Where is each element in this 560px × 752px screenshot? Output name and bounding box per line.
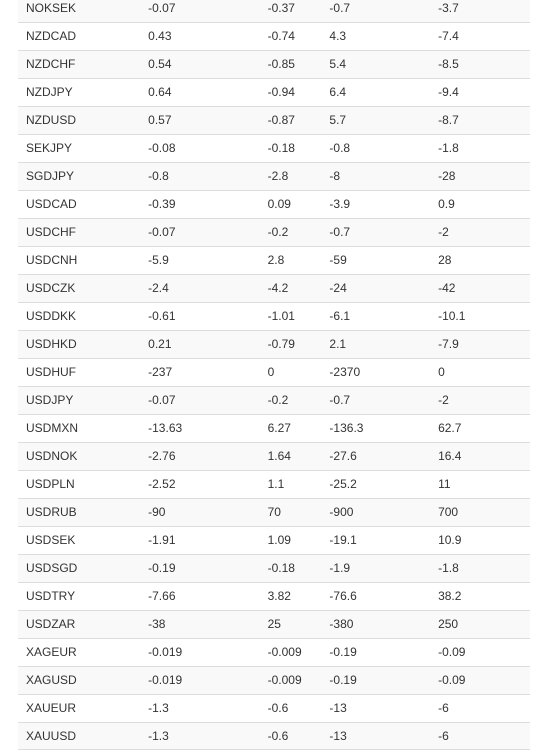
value-cell-3: -0.7 xyxy=(321,0,430,22)
value-cell-3: -13 xyxy=(321,722,430,750)
value-cell-1: -2.76 xyxy=(140,442,259,470)
value-cell-1: -2.52 xyxy=(140,470,259,498)
value-cell-3: -25.2 xyxy=(321,470,430,498)
symbol-cell: USDJPY xyxy=(18,386,140,414)
symbol-cell: SEKJPY xyxy=(18,134,140,162)
symbol-cell: USDNOK xyxy=(18,442,140,470)
value-cell-3: -2370 xyxy=(321,358,430,386)
value-cell-1: 0.54 xyxy=(140,50,259,78)
value-cell-4: 0.9 xyxy=(430,190,530,218)
table-row xyxy=(18,330,530,358)
symbol-cell: NZDCAD xyxy=(18,22,140,50)
value-cell-2: -0.85 xyxy=(260,50,322,78)
value-cell-4: 0 xyxy=(430,358,530,386)
value-cell-1: -0.019 xyxy=(140,666,259,694)
value-cell-3: -6.1 xyxy=(321,302,430,330)
value-cell-2: -0.37 xyxy=(260,0,322,22)
value-cell-3: -13 xyxy=(321,694,430,722)
value-cell-3: -0.7 xyxy=(321,386,430,414)
value-cell-3: -27.6 xyxy=(321,442,430,470)
value-cell-1: -0.07 xyxy=(140,386,259,414)
table-bottom-divider xyxy=(18,749,530,750)
value-cell-2: -1.01 xyxy=(260,302,322,330)
value-cell-1: -13.63 xyxy=(140,414,259,442)
value-cell-4: -8.5 xyxy=(430,50,530,78)
table-row xyxy=(18,358,530,386)
value-cell-3: -19.1 xyxy=(321,526,430,554)
symbol-cell: USDCZK xyxy=(18,274,140,302)
symbol-cell: USDRUB xyxy=(18,498,140,526)
symbol-cell: XAUEUR xyxy=(18,694,140,722)
value-cell-4: -0.09 xyxy=(430,638,530,666)
value-cell-3: -1.9 xyxy=(321,554,430,582)
value-cell-3: -380 xyxy=(321,610,430,638)
value-cell-2: 2.8 xyxy=(260,246,322,274)
table-row xyxy=(18,162,530,190)
value-cell-4: -7.4 xyxy=(430,22,530,50)
value-cell-3: -900 xyxy=(321,498,430,526)
value-cell-4: -28 xyxy=(430,162,530,190)
table-row xyxy=(18,50,530,78)
value-cell-2: -0.74 xyxy=(260,22,322,50)
value-cell-4: -6 xyxy=(430,722,530,750)
value-cell-3: 2.1 xyxy=(321,330,430,358)
table-row xyxy=(18,470,530,498)
value-cell-3: -0.8 xyxy=(321,134,430,162)
value-cell-4: -42 xyxy=(430,274,530,302)
table-row xyxy=(18,190,530,218)
table-row xyxy=(18,694,530,722)
value-cell-2: 1.1 xyxy=(260,470,322,498)
table-row xyxy=(18,526,530,554)
value-cell-2: -0.6 xyxy=(260,722,322,750)
value-cell-1: -90 xyxy=(140,498,259,526)
table-row xyxy=(18,498,530,526)
value-cell-4: -1.8 xyxy=(430,554,530,582)
value-cell-4: 38.2 xyxy=(430,582,530,610)
table-row xyxy=(18,666,530,694)
value-cell-1: -2.4 xyxy=(140,274,259,302)
symbol-cell: USDSGD xyxy=(18,554,140,582)
value-cell-2: 1.09 xyxy=(260,526,322,554)
swap-rates-table-body xyxy=(18,0,530,750)
value-cell-1: -0.07 xyxy=(140,218,259,246)
value-cell-1: 0.57 xyxy=(140,106,259,134)
value-cell-4: 16.4 xyxy=(430,442,530,470)
symbol-cell: SGDJPY xyxy=(18,162,140,190)
value-cell-1: -0.19 xyxy=(140,554,259,582)
value-cell-1: 0.43 xyxy=(140,22,259,50)
table-row xyxy=(18,722,530,750)
value-cell-4: -7.9 xyxy=(430,330,530,358)
value-cell-2: -0.18 xyxy=(260,134,322,162)
value-cell-1: -237 xyxy=(140,358,259,386)
value-cell-3: 5.7 xyxy=(321,106,430,134)
value-cell-4: -3.7 xyxy=(430,0,530,22)
value-cell-3: -76.6 xyxy=(321,582,430,610)
value-cell-2: 0 xyxy=(260,358,322,386)
symbol-cell: NZDUSD xyxy=(18,106,140,134)
value-cell-1: 0.21 xyxy=(140,330,259,358)
value-cell-1: -5.9 xyxy=(140,246,259,274)
value-cell-2: -0.2 xyxy=(260,218,322,246)
table-row xyxy=(18,554,530,582)
value-cell-1: -1.91 xyxy=(140,526,259,554)
symbol-cell: USDTRY xyxy=(18,582,140,610)
value-cell-3: -0.19 xyxy=(321,666,430,694)
value-cell-3: 5.4 xyxy=(321,50,430,78)
value-cell-2: -0.79 xyxy=(260,330,322,358)
value-cell-3: 4.3 xyxy=(321,22,430,50)
symbol-cell: NOKSEK xyxy=(18,0,140,22)
symbol-cell: USDSEK xyxy=(18,526,140,554)
value-cell-4: 62.7 xyxy=(430,414,530,442)
value-cell-2: -0.009 xyxy=(260,638,322,666)
value-cell-3: -24 xyxy=(321,274,430,302)
value-cell-1: -7.66 xyxy=(140,582,259,610)
table-row xyxy=(18,386,530,414)
value-cell-2: 6.27 xyxy=(260,414,322,442)
table-row xyxy=(18,106,530,134)
value-cell-4: -8.7 xyxy=(430,106,530,134)
value-cell-4: 250 xyxy=(430,610,530,638)
value-cell-2: -0.009 xyxy=(260,666,322,694)
table-row xyxy=(18,134,530,162)
symbol-cell: USDZAR xyxy=(18,610,140,638)
value-cell-2: -4.2 xyxy=(260,274,322,302)
value-cell-2: 70 xyxy=(260,498,322,526)
symbol-cell: USDCNH xyxy=(18,246,140,274)
table-row xyxy=(18,302,530,330)
value-cell-4: -1.8 xyxy=(430,134,530,162)
value-cell-1: -38 xyxy=(140,610,259,638)
value-cell-4: 11 xyxy=(430,470,530,498)
table-row xyxy=(18,414,530,442)
value-cell-1: -1.3 xyxy=(140,694,259,722)
symbol-cell: USDHUF xyxy=(18,358,140,386)
symbol-cell: XAGEUR xyxy=(18,638,140,666)
table-row xyxy=(18,274,530,302)
value-cell-4: -0.09 xyxy=(430,666,530,694)
value-cell-3: -0.7 xyxy=(321,218,430,246)
table-row xyxy=(18,582,530,610)
table-row xyxy=(18,638,530,666)
symbol-cell: XAUUSD xyxy=(18,722,140,750)
value-cell-4: -10.1 xyxy=(430,302,530,330)
swap-rates-table xyxy=(18,0,530,750)
value-cell-2: 25 xyxy=(260,610,322,638)
value-cell-1: -0.61 xyxy=(140,302,259,330)
value-cell-4: -6 xyxy=(430,694,530,722)
symbol-cell: XAGUSD xyxy=(18,666,140,694)
value-cell-3: -136.3 xyxy=(321,414,430,442)
value-cell-4: -9.4 xyxy=(430,78,530,106)
value-cell-4: 10.9 xyxy=(430,526,530,554)
value-cell-2: -0.18 xyxy=(260,554,322,582)
value-cell-1: -0.019 xyxy=(140,638,259,666)
symbol-cell: NZDJPY xyxy=(18,78,140,106)
value-cell-1: -0.8 xyxy=(140,162,259,190)
table-row xyxy=(18,22,530,50)
value-cell-2: 1.64 xyxy=(260,442,322,470)
table-row xyxy=(18,246,530,274)
symbol-cell: USDPLN xyxy=(18,470,140,498)
value-cell-1: -0.39 xyxy=(140,190,259,218)
value-cell-2: 0.09 xyxy=(260,190,322,218)
value-cell-4: 700 xyxy=(430,498,530,526)
value-cell-3: 6.4 xyxy=(321,78,430,106)
value-cell-1: -0.07 xyxy=(140,0,259,22)
value-cell-4: -2 xyxy=(430,386,530,414)
symbol-cell: USDMXN xyxy=(18,414,140,442)
table-row xyxy=(18,218,530,246)
table-row xyxy=(18,78,530,106)
value-cell-2: -0.6 xyxy=(260,694,322,722)
value-cell-1: -1.3 xyxy=(140,722,259,750)
value-cell-4: 28 xyxy=(430,246,530,274)
value-cell-4: -2 xyxy=(430,218,530,246)
value-cell-2: -0.87 xyxy=(260,106,322,134)
table-row xyxy=(18,610,530,638)
value-cell-2: -0.94 xyxy=(260,78,322,106)
value-cell-3: -3.9 xyxy=(321,190,430,218)
table-row xyxy=(18,442,530,470)
value-cell-1: 0.64 xyxy=(140,78,259,106)
value-cell-1: -0.08 xyxy=(140,134,259,162)
value-cell-3: -59 xyxy=(321,246,430,274)
value-cell-2: -0.2 xyxy=(260,386,322,414)
symbol-cell: NZDCHF xyxy=(18,50,140,78)
value-cell-2: -2.8 xyxy=(260,162,322,190)
value-cell-3: -8 xyxy=(321,162,430,190)
symbol-cell: USDCHF xyxy=(18,218,140,246)
symbol-cell: USDDKK xyxy=(18,302,140,330)
symbol-cell: USDCAD xyxy=(18,190,140,218)
table-row xyxy=(18,0,530,22)
value-cell-2: 3.82 xyxy=(260,582,322,610)
value-cell-3: -0.19 xyxy=(321,638,430,666)
symbol-cell: USDHKD xyxy=(18,330,140,358)
